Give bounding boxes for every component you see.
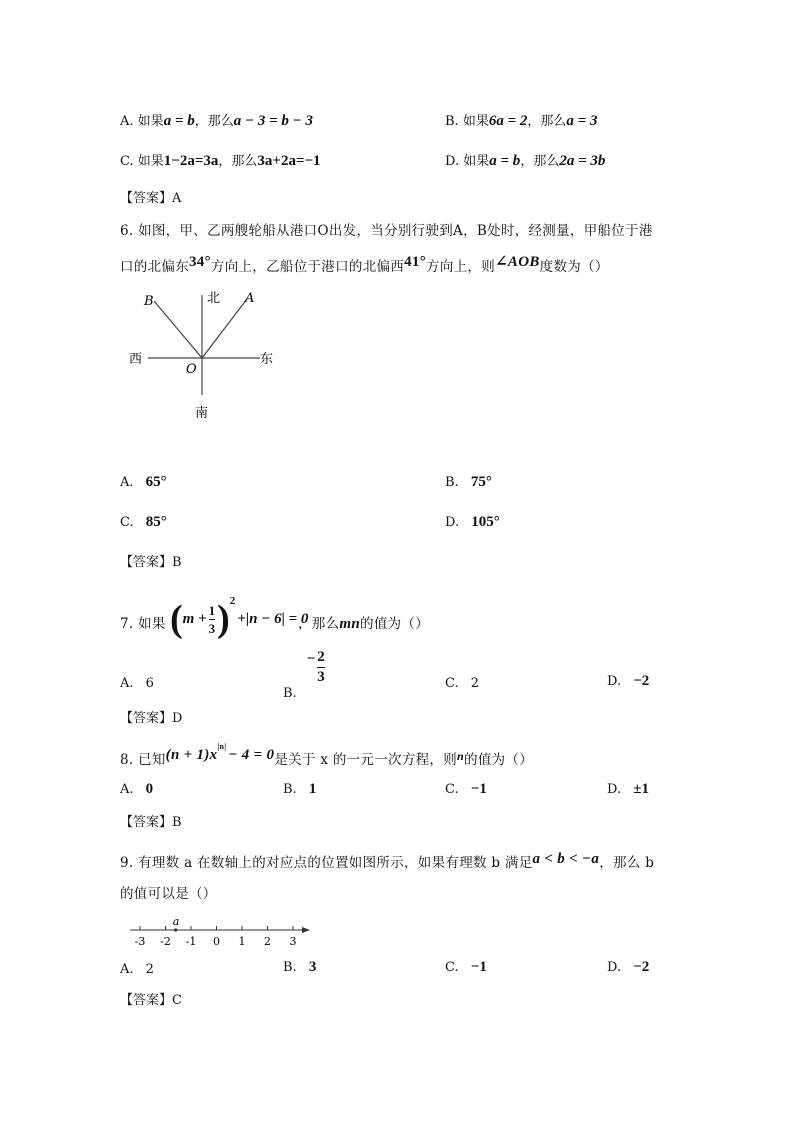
q5-option-c[interactable] [120, 150, 321, 170]
point-b-label: B [144, 294, 154, 309]
option-label: A. [120, 676, 134, 691]
q6-option-c[interactable] [120, 514, 167, 531]
fraction-bar [317, 667, 325, 668]
math-expr: 2a = 3b [559, 153, 606, 169]
math-expr: m + [182, 610, 207, 627]
math-var: mn [339, 616, 361, 632]
q5-option-d[interactable] [445, 150, 605, 170]
math-expr: 6a = 2 [488, 113, 528, 129]
option-value: −1 [470, 781, 487, 797]
point-a-label: a [172, 915, 180, 928]
angle-value: 34° [189, 254, 211, 270]
denominator: 3 [317, 669, 325, 685]
math-expr: 3a+2a=−1 [257, 153, 321, 169]
stem-text: 是关于 x 的一元一次方程，则 [274, 752, 458, 768]
stem-text: ，那么 [298, 616, 340, 632]
south-label: 南 [195, 406, 209, 421]
exponent: 2 [229, 595, 236, 607]
stem-text: 方向上，乙船位于港口的北偏西 [210, 259, 405, 275]
stem-text: 方向上，则 [426, 259, 496, 275]
math-expr: a = b [163, 113, 195, 129]
q9-option-d[interactable] [607, 959, 649, 976]
math-expr: a = b [489, 153, 521, 169]
option-label: B. [283, 960, 297, 975]
minus-sign: − [306, 651, 316, 667]
option-text: ，那么 [527, 114, 567, 129]
option-value: 3 [308, 959, 317, 975]
q6-option-a[interactable] [120, 474, 167, 491]
option-text: ，那么 [218, 154, 258, 169]
q6-option-b[interactable] [445, 474, 492, 491]
option-value: 2 [470, 676, 480, 691]
option-value: 105° [471, 514, 500, 530]
option-value: 0 [145, 781, 154, 797]
angle-value: 41° [404, 254, 427, 270]
arrow-head [302, 927, 310, 933]
q7-option-d[interactable] [607, 673, 649, 690]
math-expr: a − 3 = b − 3 [233, 113, 313, 129]
q7-prefix: 7. 如果 [120, 616, 166, 632]
option-label: B. [445, 475, 459, 490]
stem-text: 度数为（） [539, 259, 609, 275]
number-line [120, 913, 320, 953]
tick-label: 0 [213, 935, 220, 948]
option-text: ，那么 [520, 154, 560, 169]
q6-answer: 【答案】B [120, 555, 182, 570]
q9-option-a[interactable] [120, 962, 154, 977]
tick-label: 2 [264, 935, 271, 948]
q6-stem-line1: 6. 如图，甲、乙两艘轮船从港口O出发，当分别行驶到A，B处时，经测量，甲船位于港 [120, 223, 653, 239]
tick-label: -3 [134, 935, 146, 948]
math-expr: +|n − 6| = 0 [237, 610, 309, 627]
fraction-bar [209, 619, 216, 620]
right-paren: ) [217, 598, 230, 640]
q6-stem-line2 [120, 255, 609, 276]
q8-answer: 【答案】B [120, 815, 182, 830]
option-label: B. [283, 686, 297, 701]
q9-answer: 【答案】C [120, 993, 182, 1008]
option-label: D. [445, 515, 460, 530]
point-a-label: A [245, 291, 255, 306]
q5-option-b[interactable] [445, 110, 597, 130]
option-label: A. [120, 114, 134, 129]
tick-label: 3 [289, 935, 297, 948]
option-text: 如果 [137, 114, 164, 129]
option-value: −2 [633, 673, 650, 689]
option-label: A. [120, 475, 134, 490]
option-text: 如果 [462, 114, 489, 129]
q7-option-c[interactable] [445, 676, 479, 691]
q8-option-a[interactable] [120, 781, 153, 798]
option-label: D. [607, 674, 622, 689]
stem-text: 口的北偏东 [120, 259, 189, 275]
option-label: C. [445, 782, 459, 797]
q7-suffix [298, 612, 429, 633]
option-value: 6 [145, 676, 154, 691]
point-a [174, 928, 177, 931]
math-expr: a < b < −a [532, 851, 600, 867]
option-label: C. [445, 960, 459, 975]
tick-label: -2 [160, 935, 171, 948]
option-value: −1 [470, 959, 487, 975]
option-label: D. [607, 960, 622, 975]
q5-option-a[interactable] [120, 110, 313, 130]
east-label: 东 [260, 352, 274, 367]
angle-name: ∠AOB [495, 254, 540, 270]
option-label: C. [445, 676, 459, 691]
q7-equation [170, 594, 308, 644]
west-label: 西 [129, 352, 143, 367]
q9-stem-line1 [120, 851, 654, 872]
option-value: 1 [308, 781, 317, 797]
option-text: 如果 [137, 154, 164, 169]
fraction [317, 650, 325, 685]
numerator: 2 [317, 649, 325, 665]
fraction [209, 604, 216, 635]
tick-label: 1 [238, 935, 246, 948]
tick-label: -1 [185, 935, 197, 948]
q8-stem [120, 741, 534, 769]
ray-ob [154, 301, 202, 358]
option-label: D. [445, 154, 460, 169]
option-value: ±1 [633, 781, 649, 797]
option-value: 75° [470, 474, 492, 490]
option-label: B. [283, 782, 297, 797]
q7-option-a[interactable] [120, 676, 154, 691]
left-paren: ( [170, 598, 183, 640]
stem-text: 的值为（） [464, 752, 534, 768]
option-text: ，那么 [194, 114, 234, 129]
option-value: 85° [145, 514, 167, 530]
q9-stem-line2: 的值可以是（） [120, 886, 217, 902]
q9-option-b[interactable] [283, 959, 316, 976]
math-expr: 1−2a=3a [163, 153, 219, 169]
option-text: 如果 [463, 154, 490, 169]
q9-option-c[interactable] [445, 959, 487, 976]
option-value: 2 [145, 962, 154, 977]
math-expr: (n + 1)x [165, 747, 218, 763]
option-label: A. [120, 962, 134, 977]
option-value: 65° [145, 474, 167, 490]
option-label: C. [120, 515, 134, 530]
compass-figure [120, 285, 290, 425]
exponent: |n| [217, 741, 227, 751]
math-expr: a = 3 [566, 113, 598, 129]
stem-text: ，那么 b [599, 855, 655, 871]
q8-option-d[interactable] [607, 781, 649, 798]
numerator: 1 [208, 602, 216, 618]
q7-option-b[interactable] [283, 649, 325, 701]
math-expr: − 4 = 0 [228, 747, 275, 763]
q6-option-d[interactable] [445, 514, 500, 531]
ray-oa [202, 299, 247, 358]
stem-text: 的值为（） [360, 616, 430, 632]
option-label: C. [120, 154, 134, 169]
origin-label: O [186, 362, 197, 377]
option-label: D. [607, 782, 622, 797]
stem-text: 9. 有理数 a 在数轴上的对应点的位置如图所示，如果有理数 b 满足 [120, 855, 533, 871]
denominator: 3 [208, 620, 216, 636]
option-value: −2 [633, 959, 650, 975]
option-label: A. [120, 782, 134, 797]
option-label: B. [445, 114, 459, 129]
q8-option-b[interactable] [283, 781, 316, 798]
q5-answer: 【答案】A [120, 191, 182, 206]
q8-option-c[interactable] [445, 781, 487, 798]
q7-answer: 【答案】D [120, 711, 183, 726]
north-label: 北 [207, 291, 221, 306]
math-var: n [457, 749, 465, 763]
stem-text: 8. 已知 [120, 752, 166, 768]
